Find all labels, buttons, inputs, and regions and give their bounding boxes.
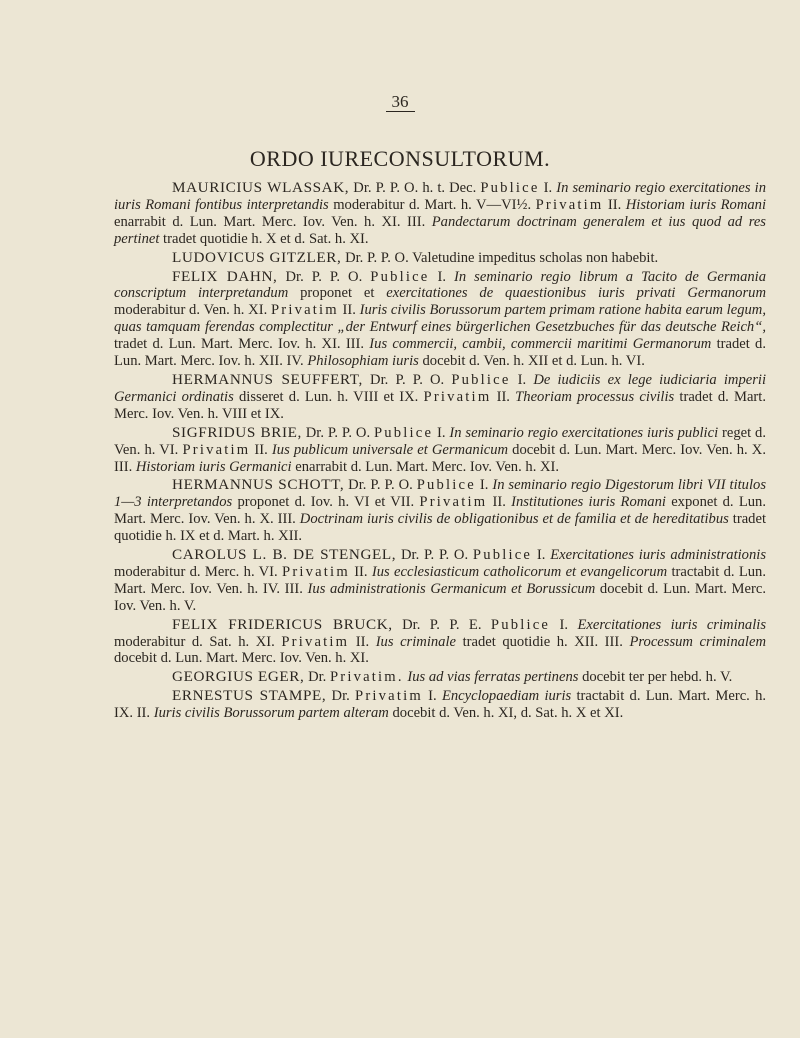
entry-text: I. bbox=[433, 424, 450, 441]
entry-text: tradet quotidie h. XII. III. bbox=[456, 633, 630, 650]
entry-text: docebit d. Ven. h. XII et d. Lun. h. VI. bbox=[418, 353, 645, 370]
professor-entry bbox=[114, 180, 766, 248]
professor-name: SIGFRIDUS BRIE, bbox=[172, 423, 302, 441]
entry-text: Dr. P. P. O. bbox=[362, 371, 452, 388]
entry-text: Dr. bbox=[304, 669, 330, 686]
course-title: Ius publicum universale et Germanicum bbox=[271, 441, 509, 458]
professor-entry bbox=[114, 250, 766, 267]
course-title: Theoriam processus civilis bbox=[515, 388, 675, 405]
professor-entry bbox=[114, 269, 766, 370]
course-title: Encyclopaediam iuris bbox=[441, 688, 572, 705]
professor-name: LUDOVICUS GITZLER, bbox=[172, 248, 342, 266]
entry-text: Publice bbox=[490, 616, 551, 633]
professor-name: CAROLUS L. B. DE STENGEL, bbox=[172, 546, 397, 564]
professor-name: FELIX DAHN, bbox=[172, 267, 278, 285]
entry-text: II. bbox=[491, 388, 516, 405]
course-title: In seminario regio exercitationes in iuris Romani fontibus interpretandis bbox=[114, 180, 766, 213]
course-title: Philosophiam iuris bbox=[307, 353, 419, 370]
entry-text: docebit d. Ven. h. XI, d. Sat. h. X et XI. bbox=[388, 705, 624, 722]
entry-text: Dr. P. P. O. bbox=[277, 268, 371, 285]
entry-text: enarrabit d. Lun. Mart. Merc. Iov. Ven. h. XI. bbox=[291, 458, 560, 475]
professor-name: GEORGIUS EGER, bbox=[172, 668, 305, 686]
entry-text: Privatim bbox=[270, 302, 339, 319]
course-title: Historiam iuris Germanici bbox=[135, 458, 292, 475]
entry-text: I. bbox=[550, 616, 578, 633]
entry-text: proponet d. Iov. h. VI et VII. bbox=[232, 494, 420, 511]
course-title: Iuris civilis Borussorum partem primam ratione habita earum legum, quas tamquam ferendas complectitur „der Entwurf eines bürgerlichen Gesetzbuches für das deutsche Reich“, bbox=[114, 302, 766, 336]
entry-text: Dr. P. P. O. bbox=[396, 547, 473, 564]
professor-name: HERMANNUS SEUFFERT, bbox=[172, 370, 363, 388]
course-title: Ius criminale bbox=[375, 633, 457, 650]
entry-text: Privatim bbox=[182, 441, 251, 458]
entry-text: enarrabit d. Lun. Mart. Merc. Iov. Ven. h. XI. III. bbox=[114, 213, 432, 230]
course-title: Institutiones iuris Romani bbox=[511, 494, 666, 511]
professor-name: ERNESTUS STAMPE, bbox=[172, 687, 327, 705]
entry-text: Publice bbox=[370, 268, 430, 285]
course-title: Pandectarum doctrinam generalem et ius quod ad res pertinet bbox=[114, 213, 766, 247]
professor-entry bbox=[114, 425, 766, 476]
professor-entry bbox=[114, 547, 766, 615]
page-title: ORDO IURECONSULTORUM. bbox=[249, 146, 551, 171]
course-title: In seminario regio Digestorum libri VII titulos 1—3 interpretandos bbox=[114, 477, 767, 511]
professor-entry bbox=[114, 477, 766, 545]
entry-text: Dr. P. P. O. Valetudine impeditus scholas non habebit. bbox=[341, 249, 659, 266]
entry-text: exponet d. Lun. Mart. Merc. Iov. Ven. h. X. III. bbox=[114, 494, 766, 528]
course-title: Ius administrationis Germanicum et Borussicum bbox=[307, 580, 596, 597]
professor-entry bbox=[114, 688, 766, 722]
course-title: In seminario regio librum a Tacito de Germania conscriptum interpretandum bbox=[114, 268, 767, 302]
entry-text: Dr. P. P. O. h. t. Dec. bbox=[349, 180, 481, 196]
entry-text: tractabit d. Lun. Mart. Merc. Iov. Ven. h. IV. III. bbox=[114, 563, 766, 597]
entry-text: II. bbox=[603, 196, 626, 213]
course-title: Exercitationes iuris criminalis bbox=[577, 616, 767, 633]
entry-text: I. bbox=[475, 477, 493, 494]
entry-text: I. bbox=[532, 547, 551, 564]
entry-text: Publice bbox=[451, 371, 511, 388]
entry-text: tractabit d. Lun. Mart. Merc. h. IX. II. bbox=[114, 688, 767, 722]
entry-text: proponet et bbox=[288, 285, 387, 302]
entry-text: II. bbox=[338, 302, 360, 319]
professor-entry bbox=[114, 617, 766, 668]
entry-text: Dr. bbox=[326, 688, 356, 705]
entry-text: Privatim bbox=[423, 388, 492, 405]
entry-text: Privatim bbox=[355, 688, 423, 705]
course-title: Iuris civilis Borussorum partem alteram bbox=[153, 705, 389, 722]
course-title: Exercitationes iuris administrationis bbox=[550, 547, 767, 564]
entry-text: tradet d. Mart. Merc. Iov. Ven. h. VIII et IX. bbox=[114, 388, 766, 422]
entry-text: Privatim bbox=[282, 563, 350, 580]
entry-text: tradet d. Lun. Mart. Merc. Iov. h. XI. III. bbox=[114, 336, 370, 353]
course-title: Processum criminalem bbox=[629, 633, 766, 650]
course-title: Doctrinam iuris civilis de obligationibus et de familia et de hereditatibus bbox=[299, 511, 729, 528]
entry-text: moderabitur d. Sat. h. XI. bbox=[114, 633, 282, 650]
entry-text: II. bbox=[349, 563, 372, 580]
course-title: Ius ad vias ferratas pertinens bbox=[407, 669, 579, 686]
entry-text: tradet quotidie h. X et d. Sat. h. XI. bbox=[159, 230, 369, 247]
entry-text: Privatim bbox=[419, 494, 488, 511]
entry-text: Privatim. bbox=[329, 669, 404, 686]
entry-text: tradet quotidie h. IX et d. Mart. h. XII. bbox=[114, 511, 766, 545]
lecture-list bbox=[114, 180, 766, 722]
entry-text: moderabitur d. Merc. h. VI. bbox=[114, 563, 282, 580]
entry-text: docebit d. Lun. Mart. Merc. Iov. Ven. h. XI. bbox=[114, 650, 369, 667]
course-title: exercitationes de quaestionibus iuris privati Germanorum bbox=[386, 285, 766, 302]
entry-text: Dr. P. P. E. bbox=[392, 616, 491, 633]
entry-text: I. bbox=[539, 180, 557, 196]
page-number: 36 bbox=[0, 92, 800, 112]
entry-text: Publice bbox=[373, 424, 434, 441]
course-title: Historiam iuris Romani bbox=[625, 196, 767, 213]
entry-text: Dr. P. P. O. bbox=[344, 477, 417, 494]
course-title: De iudiciis ex lege iudiciaria imperii Germanici ordinatis bbox=[114, 371, 767, 405]
professor-name: HERMANNUS SCHOTT, bbox=[172, 476, 345, 494]
entry-text: docebit ter per hebd. h. V. bbox=[578, 669, 733, 686]
professor-entry bbox=[114, 372, 766, 423]
entry-text: Privatim bbox=[281, 633, 350, 650]
entry-text: disseret d. Lun. h. VIII et IX. bbox=[233, 388, 424, 405]
professor-name: MAURICIUS WLASSAK, bbox=[172, 179, 350, 196]
entry-text: II. bbox=[250, 441, 272, 458]
entry-text: docebit d. Lun. Mart. Merc. Iov. Ven. h. X. III. bbox=[114, 441, 766, 475]
entry-text: reget d. Ven. h. VI. bbox=[114, 424, 767, 458]
course-title: Ius commercii, cambii, commercii maritimi Germanorum bbox=[369, 336, 712, 353]
entry-text: I. bbox=[429, 268, 454, 285]
professor-entry bbox=[114, 669, 766, 686]
entry-text: II. bbox=[349, 633, 376, 650]
course-title: Ius ecclesiasticum catholicorum et evangelicorum bbox=[371, 563, 668, 580]
entry-text: Dr. P. P. O. bbox=[301, 424, 374, 441]
entry-text: Publice bbox=[472, 547, 533, 564]
entry-text: II. bbox=[487, 494, 512, 511]
entry-text: I. bbox=[422, 688, 442, 705]
professor-name: FELIX FRIDERICUS BRUCK, bbox=[172, 615, 393, 633]
entry-text: docebit d. Lun. Mart. Merc. Iov. Ven. h. V. bbox=[114, 580, 766, 614]
entry-text: moderabitur d. Mart. h. V—VI½. bbox=[328, 196, 536, 213]
entry-text: moderabitur d. Ven. h. XI. bbox=[114, 302, 271, 319]
entry-text: I. bbox=[510, 371, 534, 388]
entry-text: tradet d. Lun. Mart. Merc. Iov. h. XII. IV. bbox=[114, 336, 766, 370]
entry-text: Privatim bbox=[535, 196, 604, 213]
course-title: In seminario regio exercitationes iuris publici bbox=[449, 424, 719, 441]
entry-text: Publice bbox=[480, 180, 540, 196]
entry-text: Publice bbox=[416, 477, 476, 494]
